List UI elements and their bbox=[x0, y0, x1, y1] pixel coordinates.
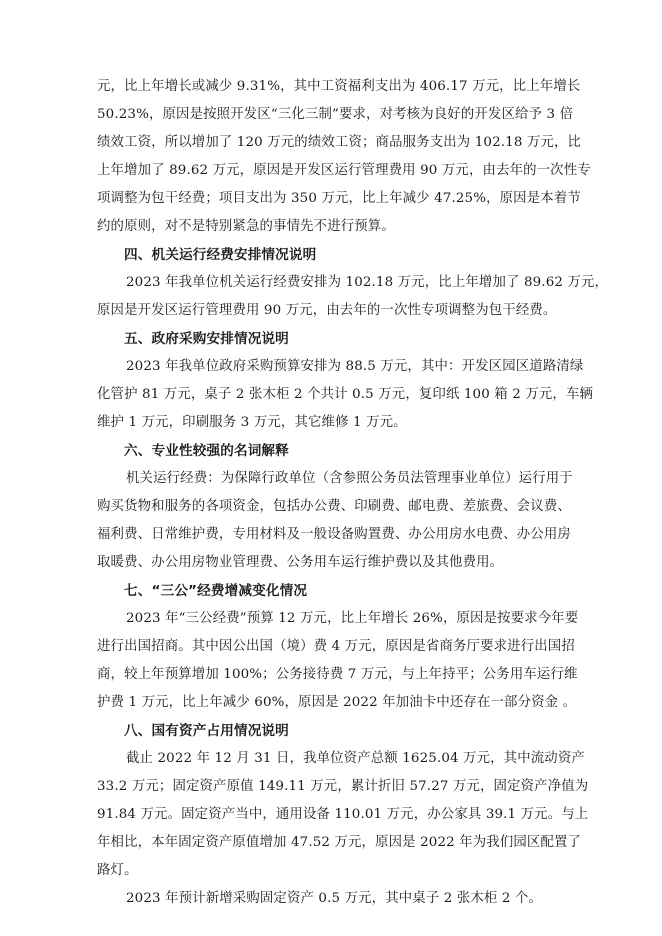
paragraph-line: 2023 年我单位机关运行经费安排为 102.18 万元，比上年增加了 89.62 万元， bbox=[126, 275, 609, 290]
paragraph-line: 福利费、日常维护费，专用材料及一般设备购置费、办公用房水电费、办公用房 bbox=[97, 527, 571, 542]
paragraph-line: 约的原则，对不是特别紧急的事情先不进行预算。 bbox=[97, 219, 395, 234]
paragraph-line: 路灯。 bbox=[97, 863, 138, 878]
paragraph-line: 维护 1 万元，印刷服务 3 万元，其它维修 1 万元。 bbox=[97, 415, 407, 430]
section-heading-4: 四、机关运行经费安排情况说明 bbox=[124, 247, 317, 263]
paragraph-line: 原因是开发区运行管理费用 90 万元，由去年的一次性专项调整为包干经费。 bbox=[97, 303, 557, 318]
paragraph-line: 33.2 万元；固定资产原值 149.11 万元，累计折旧 57.27 万元，固定资产净值为 bbox=[97, 779, 589, 794]
paragraph-line: 机关运行经费：为保障行政单位（含参照公务员法管理事业单位）运行用于 bbox=[126, 471, 573, 486]
paragraph-line: 购买货物和服务的各项资金，包括办公费、印刷费、邮电费、差旅费、会议费、 bbox=[97, 499, 571, 514]
paragraph-line: 项调整为包干经费；项目支出为 350 万元，比上年减少 47.25%，原因是本着节 bbox=[97, 191, 581, 206]
paragraph-line: 2023 年“三公经费”预算 12 万元，比上年增长 26%，原因是按要求今年要 bbox=[126, 611, 579, 626]
paragraph-line: 进行出国招商。其中因公出国（境）费 4 万元，原因是省商务厅要求进行出国招 bbox=[97, 639, 575, 654]
section-heading-6: 六、专业性较强的名词解释 bbox=[124, 443, 289, 459]
section-heading-7: 七、“三公”经费增减变化情况 bbox=[124, 583, 308, 599]
paragraph-line: 商，较上年预算增加 100%；公务接待费 7 万元，与上年持平；公务用车运行维 bbox=[97, 667, 578, 682]
paragraph-line: 绩效工资，所以增加了 120 万元的绩效工资；商品服务支出为 102.18 万元，比 bbox=[97, 135, 582, 150]
paragraph-line: 上年增加了 89.62 万元，原因是开发区运行管理费用 90 万元，由去年的一次性专 bbox=[97, 163, 591, 178]
section-heading-8: 八、国有资产占用情况说明 bbox=[124, 723, 289, 739]
paragraph-line: 元，比上年增长或减少 9.31%，其中工资福利支出为 406.17 万元，比上年增长 bbox=[97, 79, 581, 94]
paragraph-line: 91.84 万元。固定资产当中，通用设备 110.01 万元，办公家具 39.1 万元。与上 bbox=[97, 807, 589, 822]
paragraph-line: 2023 年预计新增采购固定资产 0.5 万元，其中桌子 2 张木柜 2 个。 bbox=[126, 891, 543, 906]
paragraph-line: 化管护 81 万元，桌子 2 张木柜 2 个共计 0.5 万元，复印纸 100 箱 2 万元，车辆 bbox=[97, 387, 594, 402]
paragraph-line: 护费 1 万元，比上年减少 60%，原因是 2022 年加油卡中还存在一部分资金 。 bbox=[97, 695, 577, 710]
section-heading-5: 五、政府采购安排情况说明 bbox=[124, 331, 289, 347]
paragraph-line: 年相比，本年固定资产原值增加 47.52 万元，原因是 2022 年为我们园区配置了 bbox=[97, 835, 582, 850]
paragraph-line: 截止 2022 年 12 月 31 日，我单位资产总额 1625.04 万元，其中流动资产 bbox=[126, 751, 585, 766]
paragraph-line: 50.23%，原因是按照开发区“三化三制”要求，对考核为良好的开发区给予 3 倍 bbox=[97, 107, 574, 122]
paragraph-line: 2023 年我单位政府采购预算安排为 88.5 万元，其中：开发区园区道路清绿 bbox=[126, 359, 584, 374]
paragraph-line: 取暖费、办公用房物业管理费、公务用车运行维护费以及其他费用。 bbox=[97, 555, 504, 570]
